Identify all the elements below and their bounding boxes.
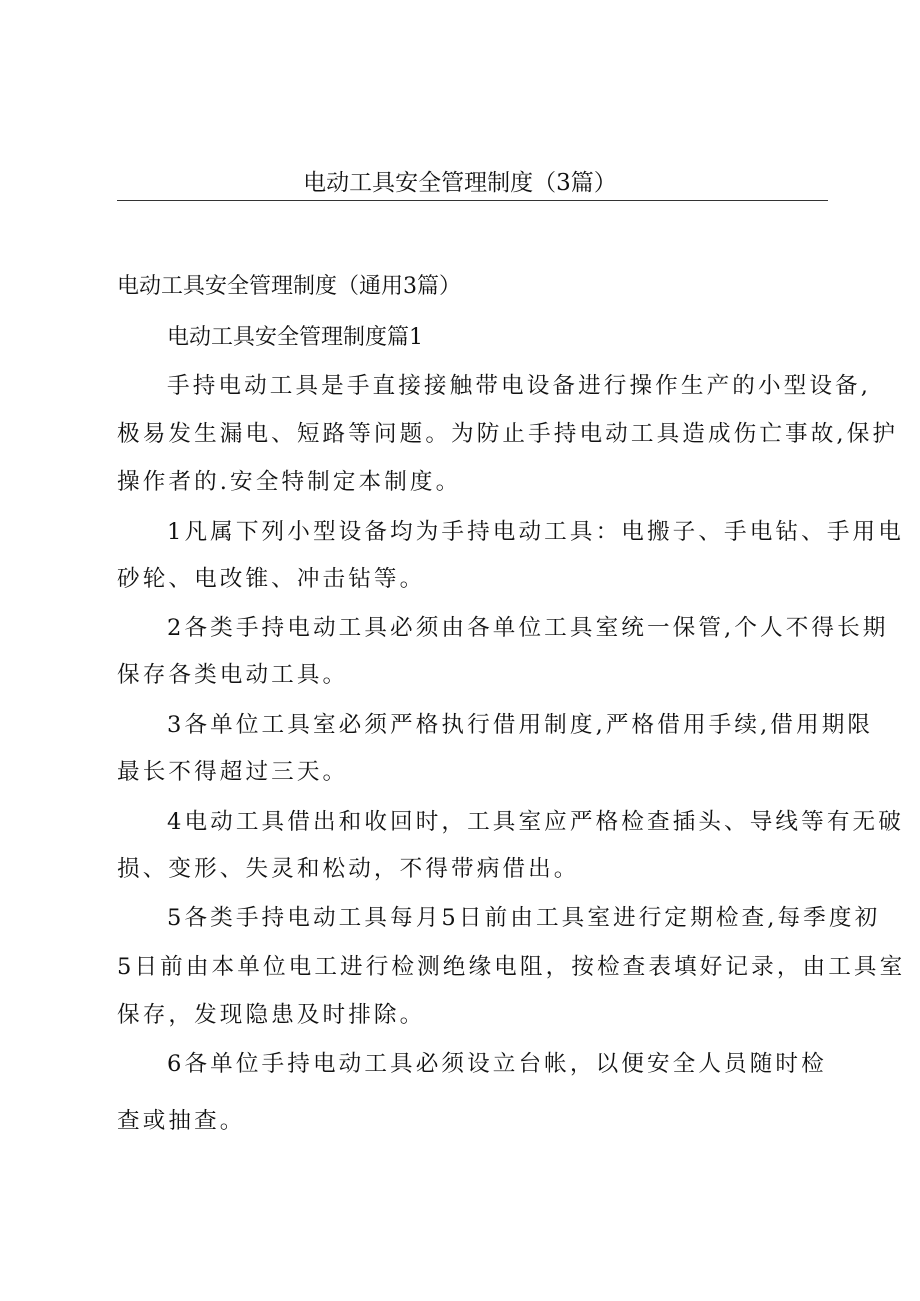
paragraph-line: 保存，发现隐患及时排除。 [117, 1002, 426, 1028]
paragraph-line: 手持电动工具是手直接接触带电设备进行操作生产的小型设备, [167, 373, 872, 399]
paragraph-line: 最长不得超过三天。 [117, 759, 349, 785]
paragraph-line: 损、变形、失灵和松动，不得带病借出。 [117, 856, 580, 882]
title-divider [117, 200, 828, 201]
paragraph-line: 5各类手持电动工具每月5日前由工具室进行定期检查,每季度初 [167, 905, 881, 931]
document-subtitle: 电动工具安全管理制度（通用3篇） [117, 274, 461, 299]
paragraph-line: 3各单位工具室必须严格执行借用制度,严格借用手续,借用期限 [167, 712, 874, 738]
paragraph-line: 6各单位手持电动工具必须设立台帐，以便安全人员随时检 [167, 1051, 827, 1077]
paragraph-line: 查或抽查。 [117, 1108, 246, 1134]
paragraph-line: 2各类手持电动工具必须由各单位工具室统一保管,个人不得长期 [167, 615, 889, 641]
paragraph-line: 4电动工具借出和收回时，工具室应严格检查插头、导线等有无破 [167, 809, 904, 835]
paragraph-line: 5日前由本单位电工进行检测绝缘电阻，按检查表填好记录，由工具室 [117, 954, 906, 980]
paragraph-line: 保存各类电动工具。 [117, 662, 349, 688]
paragraph-line: 极易发生漏电、短路等问题。为防止手持电动工具造成伤亡事故,保护 [117, 421, 899, 447]
section-heading: 电动工具安全管理制度篇1 [167, 325, 423, 350]
paragraph-line: 砂轮、电改锥、冲击钻等。 [117, 566, 426, 592]
document-title: 电动工具安全管理制度（3篇） [303, 170, 617, 196]
paragraph-line: 操作者的.安全特制定本制度。 [117, 469, 462, 495]
paragraph-line: 1凡属下列小型设备均为手持电动工具：电搬子、手电钻、手用电 [167, 519, 904, 545]
